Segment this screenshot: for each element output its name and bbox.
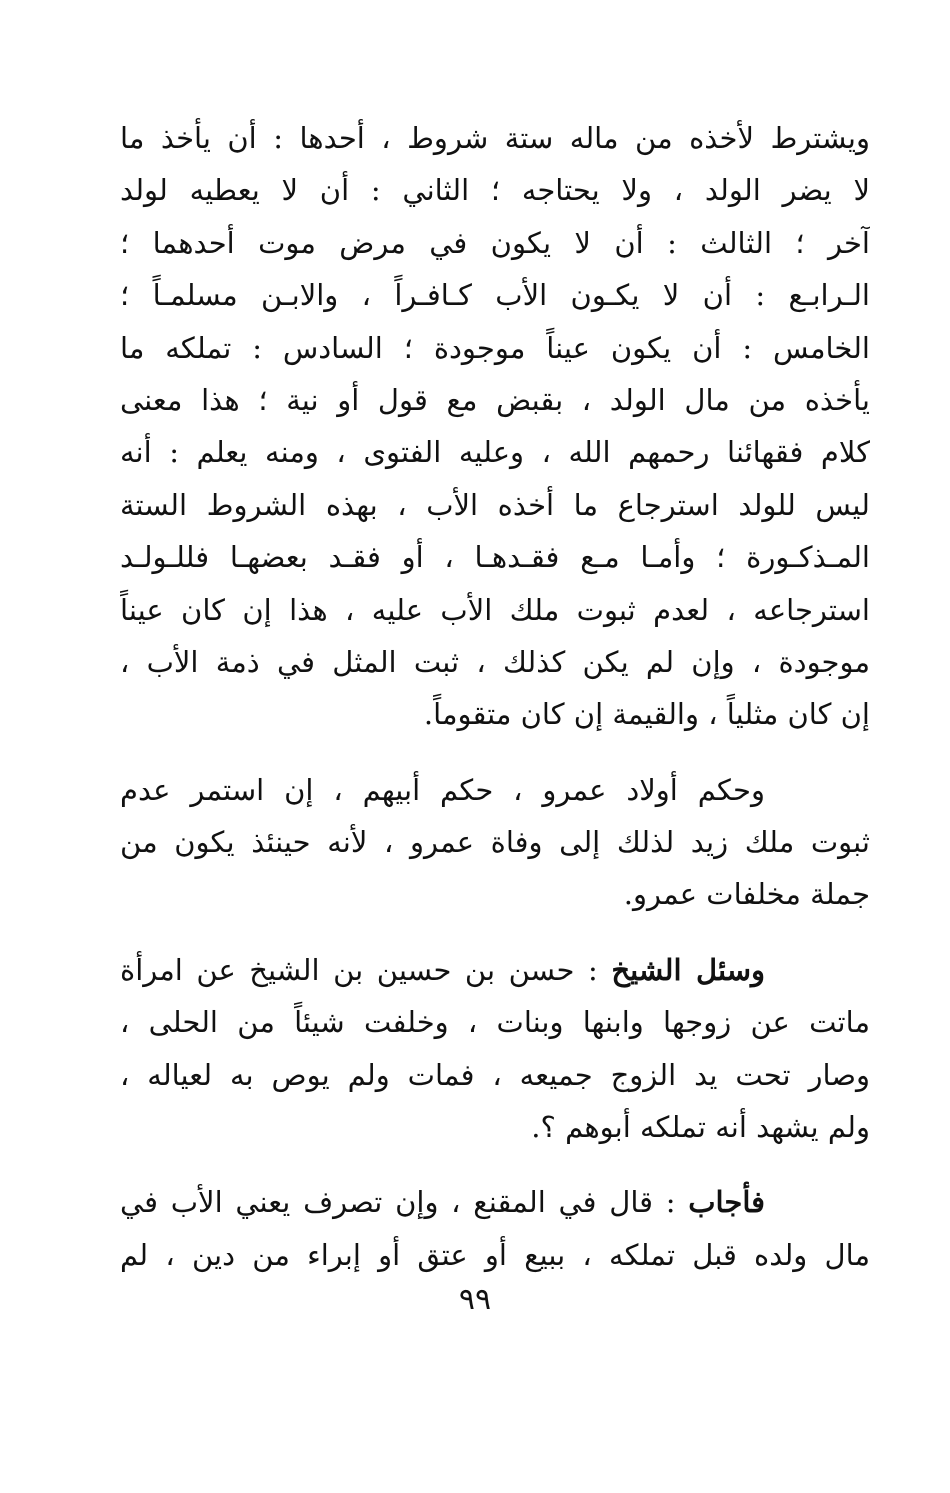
paragraph-conditions <box>120 112 870 741</box>
text-line: الخامس : أن يكون عيناً موجودة ؛ السادس : تملكه ما <box>120 330 870 365</box>
text-line: وحكم أولاد عمرو ، حكم أبيهم ، إن استمر عدم <box>120 772 765 807</box>
text-line: كلام فقهائنا رحمهم الله ، وعليه الفتوى ، ومنه يعلم : أنه <box>120 435 870 470</box>
paragraph-amr-children <box>120 764 870 921</box>
text-line: ليس للولد استرجاع ما أخذه الأب ، بهذه الشروط الستة <box>120 487 870 522</box>
page-body <box>120 112 870 1281</box>
text-line: وصار تحت يد الزوج جميعه ، فمات ولم يوص به لعياله ، <box>120 1057 870 1092</box>
answer-lead: فأجاب <box>688 1185 766 1220</box>
text-line: لا يضر الولد ، ولا يحتاجه ؛ الثاني : أن لا يعطيه لولد <box>120 173 870 208</box>
text-line: جملة مخلفات عمرو. <box>623 877 870 912</box>
text-line: ثبوت ملك زيد لذلك إلى وفاة عمرو ، لأنه حينئذ يكون من <box>120 825 870 860</box>
text-line: ماتت عن زوجها وابنها وبنات ، وخلفت شيئاً من الحلى ، <box>120 1005 870 1040</box>
text-line <box>120 944 870 996</box>
paragraph-question <box>120 944 870 1154</box>
text-line: مال ولده قبل تملكه ، ببيع أو عتق أو إبراء من دين ، لم <box>120 1237 870 1272</box>
text-line: استرجاعه ، لعدم ثبوت ملك الأب عليه ، هذا إن كان عيناً <box>120 592 870 627</box>
paragraph-gap <box>120 741 870 764</box>
text-line: المـذكـورة ؛ وأمـا مـع فقـدهـا ، أو فقـد بعضهـا فللـولـد <box>120 540 870 575</box>
paragraph-gap <box>120 921 870 944</box>
text-line: ولم يشهد أنه تملكه أبوهم ؟. <box>531 1110 870 1145</box>
question-first-line: : حسن بن حسين بن الشيخ عن امرأة <box>120 952 598 987</box>
text-line: الـرابـع : أن لا يكـون الأب كـافـراً ، والابـن مسلمـاً ؛ <box>120 278 870 313</box>
paragraph-gap <box>120 1153 870 1176</box>
question-lead: وسئل الشيخ <box>611 952 766 987</box>
paragraph-answer <box>120 1176 870 1281</box>
text-line: ويشترط لأخذه من ماله ستة شروط ، أحدها : أن يأخذ ما <box>120 121 870 155</box>
page-number: ٩٩ <box>458 1282 492 1317</box>
text-line: موجودة ، وإن لم يكن كذلك ، ثبت المثل في ذمة الأب ، <box>120 644 870 679</box>
text-line: يأخذه من مال الولد ، بقبض مع قول أو نية ؛ هذا معنى <box>120 382 870 417</box>
text-line: إن كان مثلياً ، والقيمة إن كان متقوماً. <box>423 697 870 732</box>
text-line: آخر ؛ الثالث : أن لا يكون في مرض موت أحدهما ؛ <box>120 225 870 260</box>
text-line <box>120 1176 870 1228</box>
answer-first-line: : قال في المقنع ، وإن تصرف يعني الأب في <box>120 1185 676 1220</box>
